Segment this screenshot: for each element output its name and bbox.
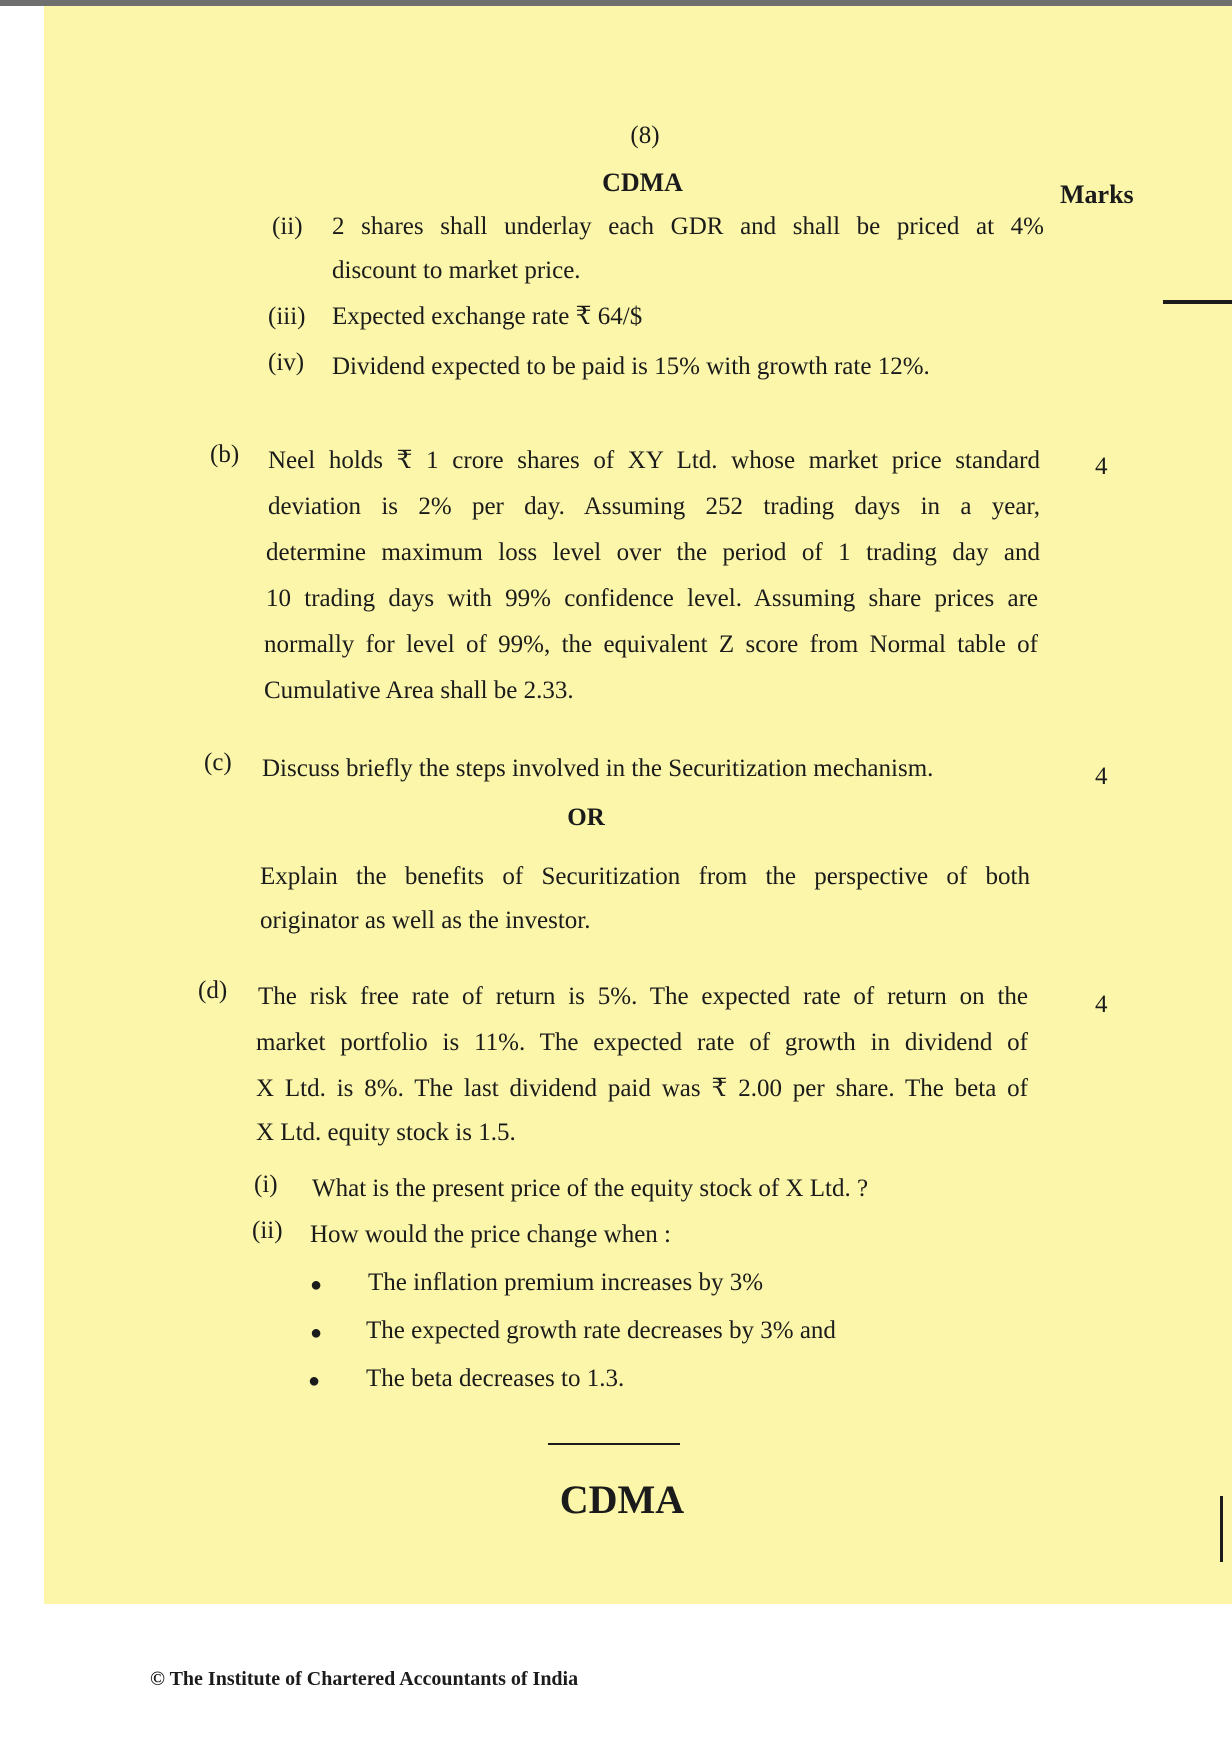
bullet-dot-icon: ● (310, 1322, 323, 1344)
question-b-line: determine maximum loss level over the period of 1 trading day and (266, 539, 1040, 566)
question-marks-d: 4 (1095, 991, 1108, 1018)
question-label-b: (b) (210, 441, 240, 468)
header-paper-code: CDMA (602, 168, 683, 197)
or-divider: OR (567, 804, 605, 831)
copyright-notice: © The Institute of Chartered Accountants of India (150, 1668, 579, 1690)
question-marks-b: 4 (1095, 453, 1108, 480)
bullet-item: The inflation premium increases by 3% (368, 1269, 764, 1296)
question-d-line: X Ltd. is 8%. The last dividend paid was ₹ 2.00 per share. The beta of (256, 1075, 1028, 1102)
end-of-page-rule (548, 1443, 680, 1445)
question-b-line: Cumulative Area shall be 2.33. (264, 677, 574, 704)
bullet-dot-icon: ● (308, 1370, 321, 1392)
sub-item-text: 2 shares shall underlay each GDR and shall be priced at 4% (332, 213, 1044, 240)
question-c-text: Discuss briefly the steps involved in the Securitization mechanism. (262, 755, 934, 782)
question-d-line: market portfolio is 11%. The expected rate of growth in dividend of (256, 1029, 1028, 1056)
question-marks-c: 4 (1095, 763, 1108, 790)
sub-question-text: How would the price change when : (310, 1221, 671, 1248)
bullet-dot-icon: ● (310, 1274, 323, 1296)
bullet-item: The beta decreases to 1.3. (366, 1365, 625, 1392)
sub-item-label: (iii) (268, 303, 306, 330)
question-label-d: (d) (198, 977, 228, 1004)
sub-item-label: (ii) (272, 213, 303, 240)
marks-column-heading: Marks (1060, 180, 1134, 209)
sub-item-text: Expected exchange rate ₹ 64/$ (332, 303, 643, 330)
question-b-line: Neel holds ₹ 1 crore shares of XY Ltd. whose market price standard (268, 447, 1040, 474)
question-b-line: deviation is 2% per day. Assuming 252 trading days in a year, (268, 493, 1040, 520)
sub-question-label: (i) (254, 1171, 278, 1198)
sub-item-label: (iv) (268, 349, 305, 376)
question-b-line: normally for level of 99%, the equivalent Z score from Normal table of (264, 631, 1038, 658)
question-b-line: 10 trading days with 99% confidence level. Assuming share prices are (266, 585, 1038, 612)
sub-item-text: Dividend expected to be paid is 15% with growth rate 12%. (332, 353, 930, 380)
sub-question-label: (ii) (252, 1217, 283, 1244)
sub-question-text: What is the present price of the equity stock of X Ltd. ? (312, 1175, 869, 1202)
sub-item-text: discount to market price. (332, 257, 581, 284)
page-number: (8) (630, 122, 660, 149)
footer-paper-code: CDMA (559, 1477, 685, 1522)
margin-tick (1163, 300, 1232, 304)
bullet-item: The expected growth rate decreases by 3% and (366, 1317, 836, 1344)
question-d-line: X Ltd. equity stock is 1.5. (256, 1119, 516, 1146)
question-c-alt-line: Explain the benefits of Securitization from the perspective of both (260, 863, 1030, 890)
question-label-c: (c) (204, 749, 232, 776)
question-c-alt-line: originator as well as the investor. (260, 907, 591, 934)
question-d-line: The risk free rate of return is 5%. The expected rate of return on the (258, 983, 1028, 1010)
